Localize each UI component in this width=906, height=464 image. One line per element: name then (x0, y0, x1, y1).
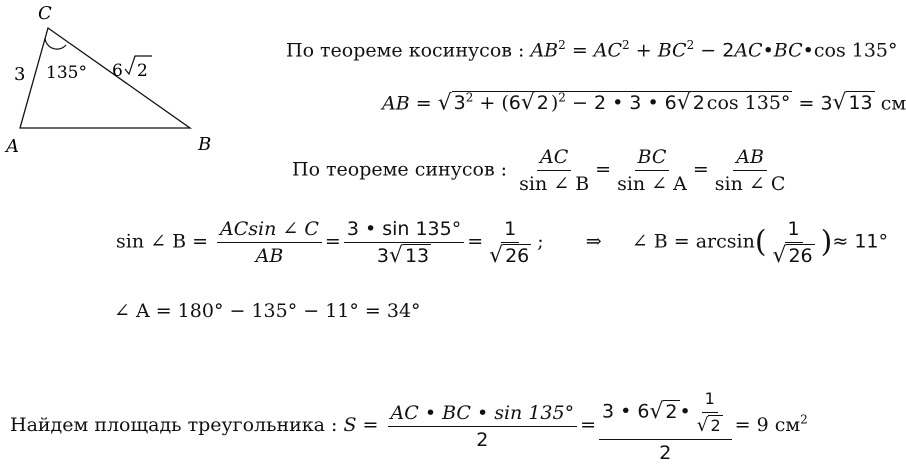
angle-c-label: 135° (46, 63, 87, 83)
ac-term: AC (593, 39, 623, 62)
inner-radicand: 2 (692, 92, 705, 115)
product-term: 2 • 3 • 6 (593, 92, 677, 115)
den-radicand: 26 (788, 245, 813, 267)
cos-term: cos 135° (706, 92, 791, 115)
angle-arc (45, 38, 66, 49)
den-radicand: 26 (505, 245, 530, 267)
vertex-a-label: A (6, 136, 19, 157)
frac-3 (486, 218, 534, 267)
approx-result: ≈ 11° (832, 230, 889, 253)
frac-arcsin (770, 218, 818, 267)
den-radical: √ 26 (489, 243, 530, 268)
sin-theorem-label: По теореме синусов : (292, 158, 508, 181)
side-bc-rad: 2 (137, 61, 148, 81)
six-val: 6 (508, 92, 521, 115)
result-radicand: 13 (848, 92, 873, 115)
implies-arrow: ⇒ (585, 230, 602, 253)
sq-exp: 2 (686, 38, 695, 52)
den-radical: √ 26 (772, 243, 813, 268)
den-radicand: 13 (404, 245, 430, 267)
sin-b-lhs: sin ∠ B = (116, 230, 208, 253)
vertex-c-label: C (38, 3, 52, 24)
inner-radical: √ 2 (520, 90, 549, 116)
frac-num: 1 (702, 388, 718, 413)
num-radical: √ 2 (649, 398, 678, 424)
frac-2 (344, 218, 464, 267)
sin-theorem-line: По теореме синусов : $\frac{AC}{\sin \angle B}$ = $\frac{BC}{\sin \angle A}$ = $\frac{AB}{\sin \angle C}$ (292, 146, 791, 195)
cos-term: cos 135° (813, 39, 898, 62)
frac-num: AC • BC • sin 135° (388, 402, 578, 427)
frac-den: sin ∠ A (617, 173, 687, 195)
inner-radical: √ 2 (696, 415, 721, 436)
num-lead: 3 • 6 (602, 400, 650, 423)
result-radical: √ 13 (832, 90, 873, 116)
two-coef: 2 (722, 39, 735, 62)
plus-sign: + (635, 39, 652, 62)
result-coef: 3 (820, 92, 833, 115)
sq-exp: 2 (622, 38, 630, 52)
side-bc-coef: 6 (112, 61, 123, 81)
inner-radical: √ 2 (676, 90, 705, 116)
ac-term: AC (734, 39, 763, 62)
frac-num: 1 (785, 218, 803, 243)
frac-ac-sinb (516, 146, 592, 195)
frac-den: 2 (659, 442, 672, 464)
den-coef: 3 (376, 245, 390, 267)
unit-cm: см (880, 92, 906, 115)
arcsin-term: ∠ B = arcsin (631, 230, 755, 253)
frac-num: AB (733, 146, 767, 171)
inner-radicand: 2 (536, 92, 549, 115)
inner-radicand: 2 (710, 416, 721, 435)
frac-den: AB (255, 245, 284, 267)
frac-num: 1 (501, 218, 519, 243)
num-radicand: 2 (665, 400, 678, 423)
eq-sign: = (571, 39, 588, 62)
triangle-figure (0, 0, 240, 160)
ab-term: AB (382, 92, 410, 115)
minus-sign: − (700, 39, 717, 62)
angle-a-line (114, 299, 421, 323)
vertex-b-label: B (198, 134, 212, 155)
side-ac-label: 3 (14, 64, 26, 85)
three-val: 3 (453, 92, 466, 115)
area-s: S = (343, 414, 379, 436)
frac-num: AC (537, 146, 571, 171)
cos-theorem-line: По теореме косинусов : $AB^2 = AC^2 + BC^2$ − 2AC•BC•cos 135° (286, 38, 898, 62)
big-radical: √ $3^2 + (6√$ 2 )$^2$ − 2 • 3 • 6√ 2 cos 135° (437, 90, 791, 116)
area-sup: 2 (800, 412, 808, 427)
area-result: = 9 см (734, 414, 801, 436)
frac-num: ACsin ∠ C (217, 218, 322, 243)
frac-den: sin ∠ C (714, 173, 786, 195)
bc-term: BC (773, 39, 803, 62)
area-line: Найдем площадь треугольника : S = $\frac{AC • BC • \sin 135^\circ}{2}$ = 3 • 6√ 2 • $\frac{1}{√ 2}$ 2 = 9 $см^2$ (10, 389, 808, 464)
ab-calc-line: AB = √ $3^2 + (6√$ 2 )$^2$ − 2 • 3 • 6√ 2 cos 135° = 3√ 13 см (382, 86, 906, 115)
inner-frac (694, 388, 726, 437)
cos-theorem-label: По теореме косинусов : (286, 39, 525, 62)
big-radicand: $3^2 + (6√$ 2 )$^2$ − 2 • 3 • 6√ 2 cos 135° (453, 90, 791, 116)
frac-den: sin ∠ B (519, 173, 590, 195)
angle-a-text: ∠ A = 180° − 135° − 11° = 34° (114, 300, 421, 322)
frac-num: 3 • sin 135° (344, 218, 464, 243)
frac-ab-sinc (712, 146, 789, 195)
area-label: Найдем площадь треугольника : (10, 414, 338, 436)
sin-b-line: sin ∠ B = $\frac{ACsin \angle C}{AB}$ = $\frac{3 • \sin 135^\circ}{3√ 13}$ = $\frac{1}{√ 26}$ ; ⇒ ∠ B = arcsin( $\frac{1}{√ 26}$ )≈ 11° (116, 218, 889, 268)
frac-den: 2 (476, 428, 489, 451)
sq-exp: 2 (558, 38, 566, 52)
frac-bc-sina (614, 146, 690, 195)
ab-term: AB (530, 39, 559, 62)
bc-term: BC (657, 39, 687, 62)
frac-num: BC (635, 146, 670, 171)
den-radical: √ 13 (389, 243, 430, 268)
area-frac-1 (388, 402, 578, 451)
frac-1 (217, 218, 322, 267)
area-frac-2: 3 • 6√ 2 • $\frac{1}{√ 2}$ 2 (599, 388, 732, 464)
